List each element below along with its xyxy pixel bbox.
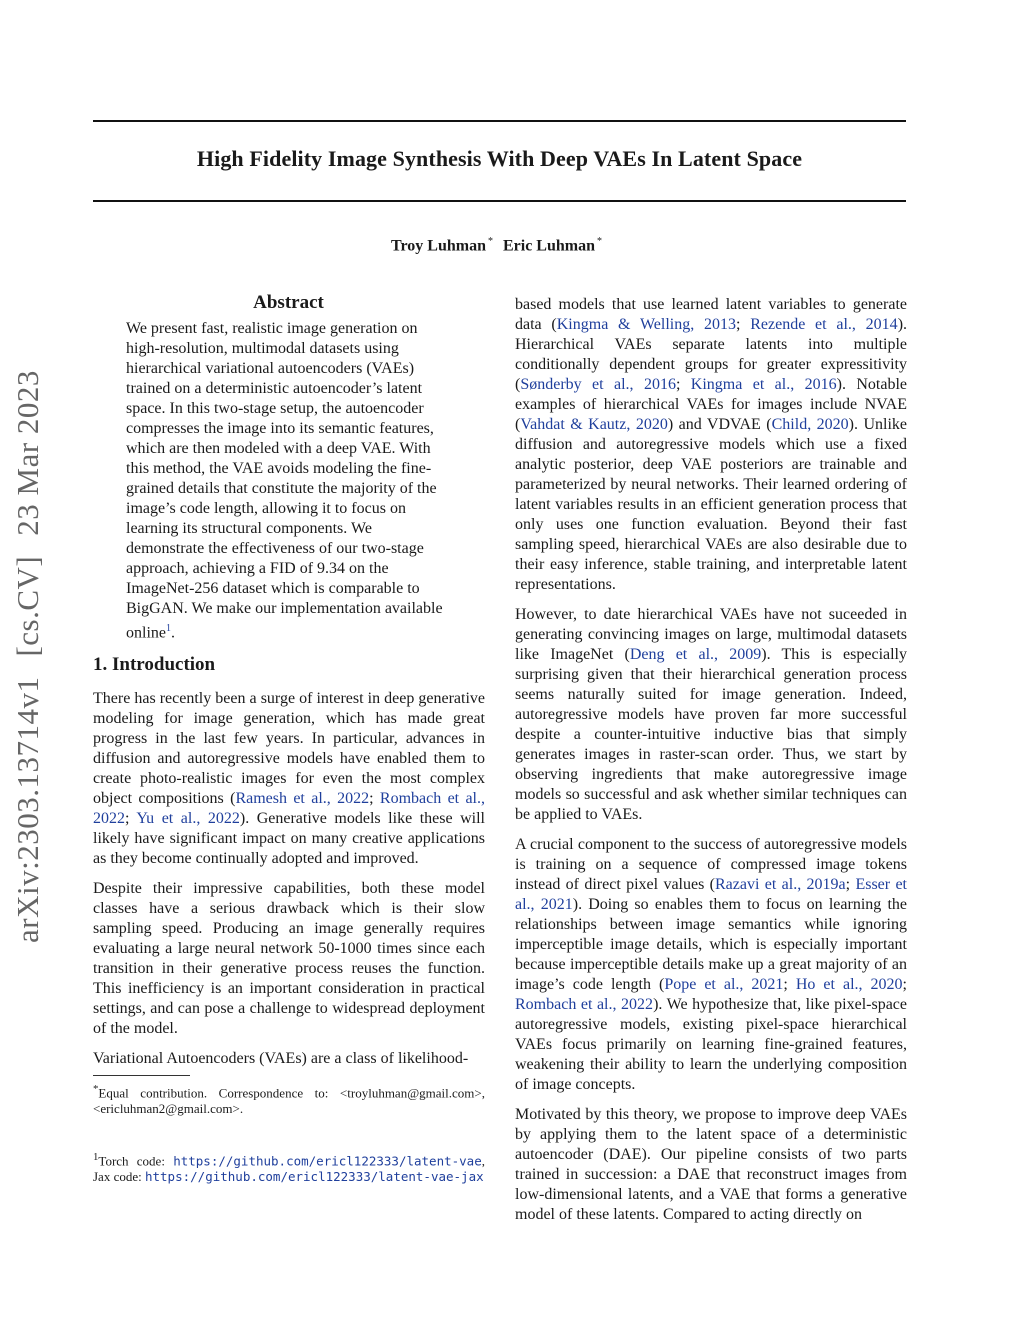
citation-link[interactable]: Sønderby et al., 2016 bbox=[520, 376, 676, 393]
section-heading-introduction: 1. Introduction bbox=[93, 654, 216, 675]
author-list bbox=[93, 236, 906, 255]
citation-link[interactable]: Kingma & Welling, 2013 bbox=[556, 316, 736, 333]
citation-link[interactable]: Rombach et al., 2022 bbox=[93, 790, 485, 827]
author-mark: * bbox=[487, 236, 493, 247]
footnote-link[interactable]: 1 bbox=[166, 623, 171, 634]
paragraph: Variational Autoencoders (VAEs) are a class of likelihood- bbox=[93, 1050, 469, 1067]
arxiv-sidebar bbox=[10, 350, 46, 943]
citation-link[interactable]: Ramesh et al., 2022 bbox=[235, 790, 370, 807]
author-name: Troy Luhman bbox=[390, 237, 486, 255]
paper-title: High Fidelity Image Synthesis With Deep VAEs In Latent Space bbox=[196, 146, 803, 171]
citation-link[interactable]: Ho et al., 2020 bbox=[795, 976, 903, 993]
footnote-mark: * bbox=[93, 1083, 99, 1095]
left-column bbox=[93, 689, 485, 1079]
paragraph: There has recently been a surge of interest in deep generative modeling for image generation, which has made great progress in the last few years. In particular, advances in diffusion and autoregressive models have enabled them to create photo-realistic images for even the most complex object compositions (Ramesh et al., 2022; Rombach et al., 2022; Yu et al., 2022). Generative models like these will likely have significant impact on many creative applications as they become continually adopted and improved. bbox=[93, 690, 485, 867]
abstract-heading: Abstract bbox=[253, 292, 324, 313]
footnote-mark: 1 bbox=[93, 1151, 99, 1163]
footnote-equal-contribution: *Equal contribution. Correspondence to: <troyluhman@gmail.com>, <ericluhman2@gmail.com>. bbox=[93, 1083, 485, 1117]
arxiv-id[interactable]: arXiv:2303.13714v1 bbox=[10, 676, 45, 943]
arxiv-date: 23 Mar 2023 bbox=[10, 370, 45, 536]
citation-link[interactable]: Child, 2020 bbox=[771, 416, 849, 433]
citation-link[interactable]: Yu et al., 2022 bbox=[136, 810, 240, 827]
abstract-body bbox=[126, 319, 451, 643]
citation-link[interactable]: Esser et al., 2021 bbox=[515, 876, 908, 913]
author-mark: * bbox=[597, 236, 602, 247]
citation-link[interactable]: Deng et al., 2009 bbox=[629, 646, 762, 663]
citation-link[interactable]: Kingma et al., 2016 bbox=[690, 376, 837, 393]
title-rule-bottom bbox=[93, 200, 906, 202]
abstract-text: We present fast, realistic image generation on high-resolution, multimodal datasets using hierarchical variational autoencoders (VAEs) trained on a deterministic autoencoder’s latent space. In this two-stage setup, the autoencoder compresses the image into its semantic features, which are then modeled with a deep VAE. With this method, the VAE avoids modeling the fine-grained details that constitute the majority of the image’s code length, allowing it to focus on learning its structural components. We demonstrate the effectiveness of our two-stage approach, achieving a FID of 9.34 on the ImageNet-256 dataset which is comparable to BigGAN. We make our implementation available online$^1$. bbox=[126, 320, 443, 642]
citation-link[interactable]: Rezende et al., 2014 bbox=[750, 316, 898, 333]
citation-link[interactable]: Rombach et al., 2022 bbox=[515, 996, 654, 1013]
paragraph: However, to date hierarchical VAEs have not suceeded in generating convincing images on large, multimodal datasets like ImageNet (Deng et al., 2009). This is especially surprising given that their hierarchical generation process seems naturally suited for image generation. Indeed, autoregressive models have proven far more successful despite a counter-intuitive inductive bias that simply generates images in raster-scan order. Thus, we start by observing ingredients that make autoregressive image models so successful and ask whether similar techniques can be applied to VAEs. bbox=[515, 606, 908, 823]
right-column bbox=[515, 295, 907, 1235]
citation-link[interactable]: Pope et al., 2021 bbox=[664, 976, 784, 993]
footnote-divider bbox=[93, 1075, 190, 1076]
code-link-torch[interactable]: https://github.com/ericl122333/latent-vae bbox=[173, 1153, 482, 1169]
code-link-jax[interactable]: https://github.com/ericl122333/latent-vae-jax bbox=[144, 1169, 484, 1185]
footnote-code: $^1$Torch code: https://github.com/ericl122333/latent-vae, Jax code: https://github.com/ericl122333/latent-vae-jax bbox=[93, 1151, 485, 1185]
title-rule-top bbox=[93, 120, 906, 122]
citation-link[interactable]: Vahdat & Kautz, 2020 bbox=[520, 416, 668, 433]
paragraph: Despite their impressive capabilities, both these model classes have a serious drawback which is their slow sampling speed. Producing an image generally requires evaluating a large neural network 50-1000 times since each transition in their generative process reuses the function. This inefficiency is an important consideration in practical settings, and can pose a challenge to widespread deployment of the model. bbox=[93, 880, 485, 1037]
paragraph: A crucial component to the success of autoregressive models is training on a sequence of compressed image tokens instead of direct pixel values (Razavi et al., 2019a; Esser et al., 2021). Doing so enables them to focus on learning the relationships between image semantics while ignoring imperceptible image details, which is especially important because imperceptible details make up a great majority of an image’s code length (Pope et al., 2021; Ho et al., 2020; Rombach et al., 2022). We hypothesize that, like pixel-space autoregressive models, existing pixel-space hierarchical VAEs focus primarily on learning fine-grained features, weakening their ability to learn the underlying composition of image concepts. bbox=[515, 836, 908, 1093]
author-name: Eric Luhman bbox=[502, 237, 595, 255]
citation-link[interactable]: Razavi et al., 2019a bbox=[715, 876, 846, 893]
paragraph: Motivated by this theory, we propose to improve deep VAEs by applying them to the latent space of a deterministic autoencoder (DAE). Our pipeline consists of two parts trained in succession: a DAE that reconstruct images from low-dimensional latents, and a VAE that forms a generative model of these latents. Compared to acting directly on bbox=[515, 1106, 907, 1223]
paragraph: based models that use learned latent variables to generate data (Kingma & Welling, 2013; Rezende et al., 2014). Hierarchical VAEs separate latents into multiple conditionally dependent groups for greater expressitivity (Sønderby et al., 2016; Kingma et al., 2016). Notable examples of hierarchical VAEs for images include NVAE (Vahdat & Kautz, 2020) and VDVAE (Child, 2020). Unlike diffusion and autoregressive models which use a fixed analytic posterior, deep VAE posteriors are trainable and parameterized by neural networks. Their learned ordering of latent variables results in an efficient generation process that only uses one function evaluation. Beyond their fast sampling speed, hierarchical VAEs are also desirable due to their easy inference, stable training, and interpretable latent representations. bbox=[515, 296, 908, 593]
arxiv-category: [cs.CV] bbox=[10, 555, 45, 657]
